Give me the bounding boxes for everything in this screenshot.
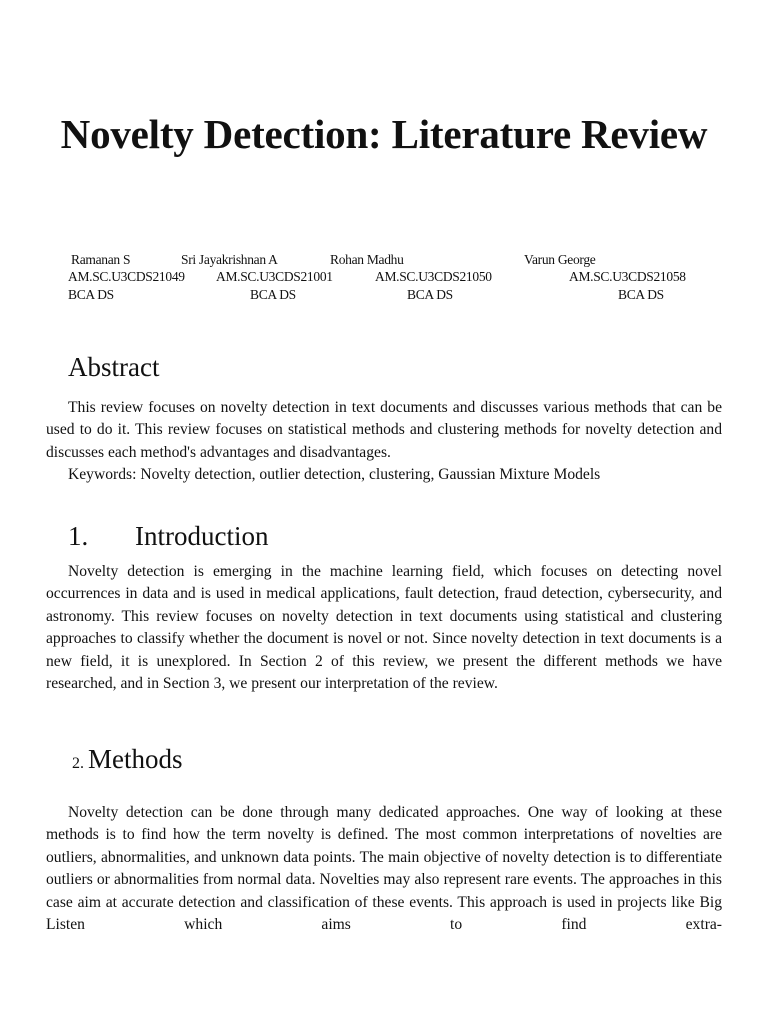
abstract-heading: Abstract: [68, 352, 160, 382]
author-id: AM.SC.U3CDS21049: [68, 269, 185, 284]
author-block: [0, 251, 768, 311]
section-number: 1.: [68, 521, 89, 551]
author-name: Sri Jayakrishnan A: [181, 252, 278, 267]
author-id: AM.SC.U3CDS21050: [375, 269, 492, 284]
author-name: Ramanan S: [71, 252, 131, 267]
methods-heading: [72, 742, 183, 781]
abstract-text: This review focuses on novelty detection in text documents and discusses various methods that can be used to do it. This review focuses on statistical methods and clustering methods for novelty detection and discusses each method's advantages and disadvantages.: [46, 399, 722, 461]
introduction-heading: [68, 519, 268, 553]
section-title: Methods: [88, 744, 183, 774]
introduction-body: [46, 561, 722, 695]
methods-text: Novelty detection can be done through many dedicated approaches. One way of looking at these methods is to find how the term novelty is defined. The most common interpretations of novelties are outliers, abnormalities, and unknown data points. The main objective of novelty detection is to differentiate outliers or abnormalities from normal data. Novelties may also represent rare events. The approaches in this case aim at accurate detection and classification of these events. This approach is used in projects like Big Listen which aims to find extra-: [46, 804, 722, 934]
section-title: Introduction: [135, 521, 269, 551]
author-program: BCA DS: [68, 287, 114, 302]
author-program: BCA DS: [250, 287, 296, 302]
author-id: AM.SC.U3CDS21001: [216, 269, 333, 284]
author-program: BCA DS: [407, 287, 453, 302]
author-name: Varun George: [524, 252, 596, 267]
introduction-text: Novelty detection is emerging in the machine learning field, which focuses on detecting novel occurrences in data and is used in medical applications, fault detection, fraud detection, cybersecurity, and astronomy. This review focuses on novelty detection in text documents using statistical and clustering approaches to classify whether the document is novel or not. Since novelty detection in text documents is a new field, it is unexplored. In Section 2 of this review, we present the different methods we have researched, and in Section 3, we present our interpretation of the review.: [46, 563, 722, 693]
abstract-body: [46, 397, 722, 464]
author-id: AM.SC.U3CDS21058: [569, 269, 686, 284]
keywords: Keywords: Novelty detection, outlier detection, clustering, Gaussian Mixture Models: [68, 466, 601, 483]
author-program: BCA DS: [618, 287, 664, 302]
methods-body: [46, 802, 722, 936]
paper-title: Novelty Detection: Literature Review: [60, 111, 708, 157]
author-name: Rohan Madhu: [330, 252, 404, 267]
section-number: 2.: [72, 755, 84, 772]
